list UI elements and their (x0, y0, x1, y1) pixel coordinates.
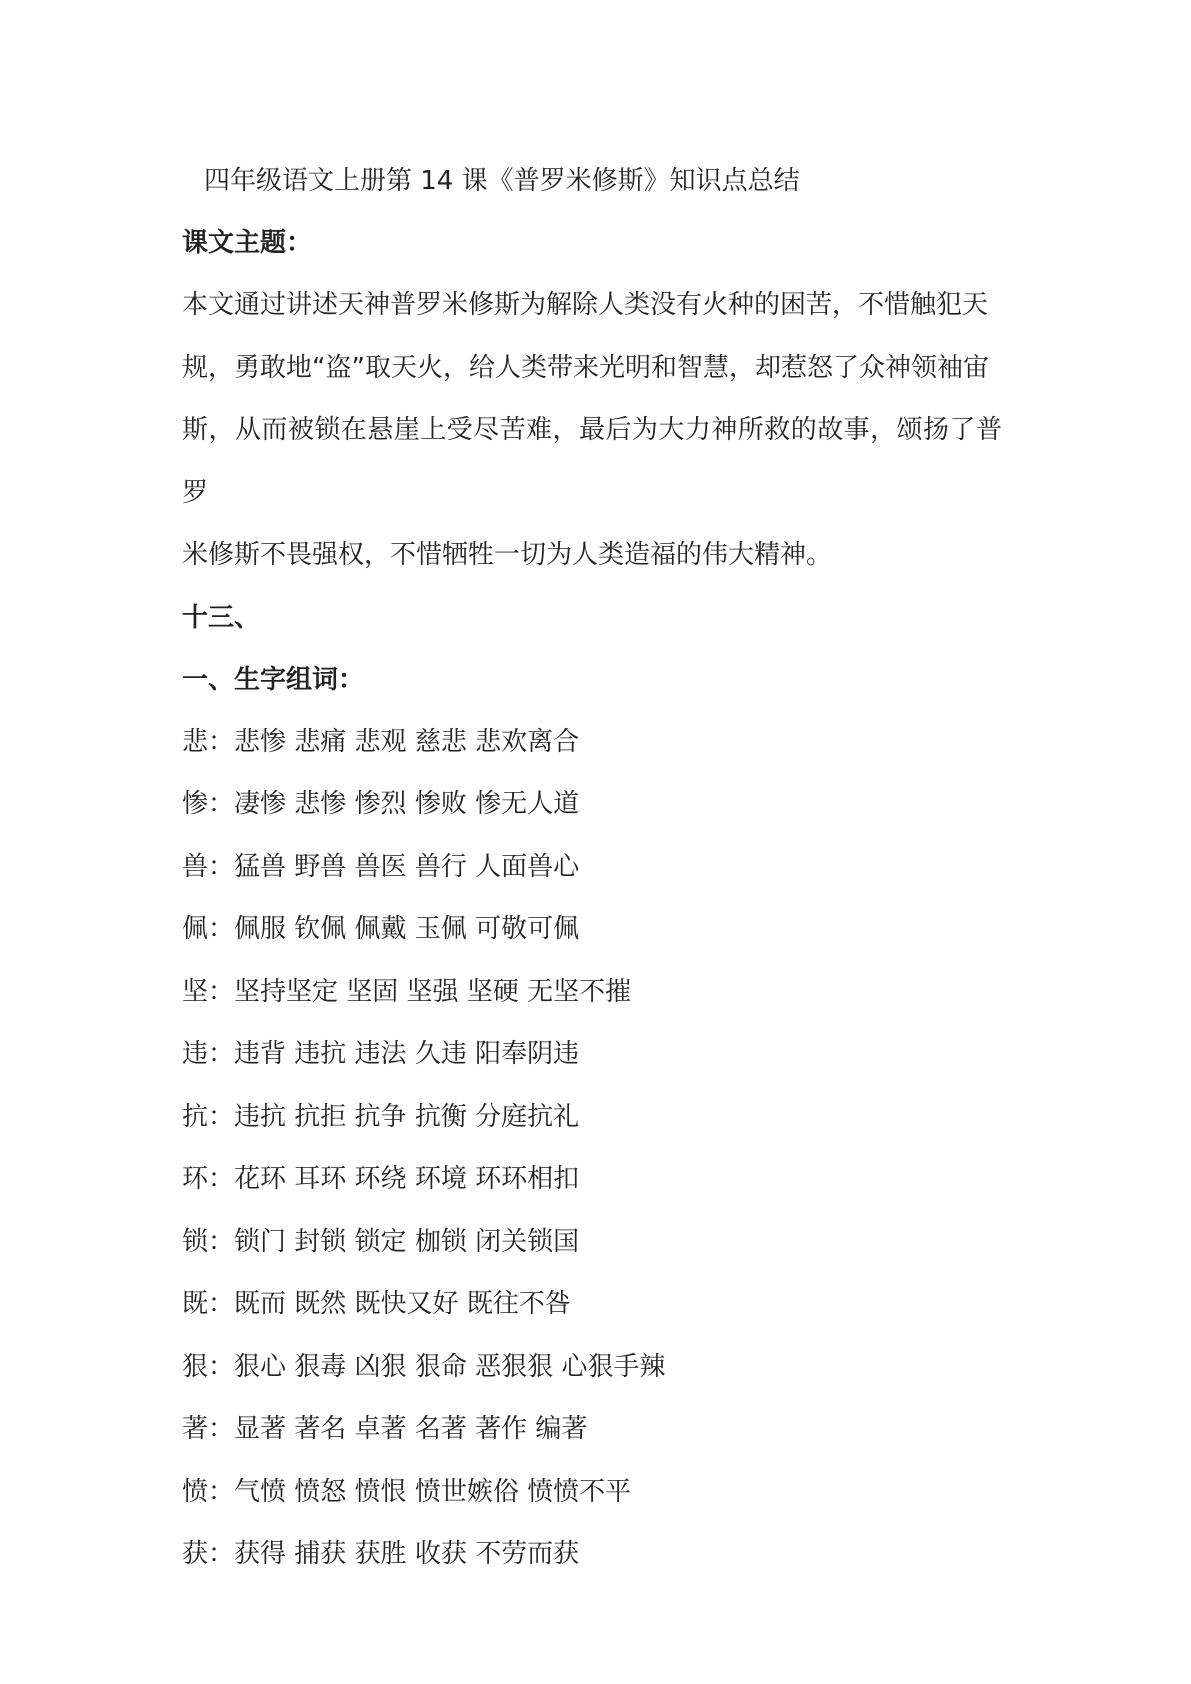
vocab-colon: ： (208, 1101, 235, 1132)
theme-heading: 课文主题： (182, 228, 313, 258)
vocab-character: 获 (182, 1539, 209, 1569)
vocab-words: 既而 既然 既快又好 既往不咎 (234, 1289, 571, 1319)
vocab-row (182, 711, 1002, 774)
vocab-colon: ： (208, 726, 235, 757)
vocab-row (182, 773, 1002, 836)
theme-line: 斯，从而被锁在悬崖上受尽苦难，最后为大力神所救的故事，颂扬了普罗 (182, 415, 1002, 508)
vocab-heading: 一、生字组词： (182, 664, 365, 695)
vocab-row (182, 1523, 1002, 1586)
vocab-row (182, 1273, 1002, 1336)
vocab-words: 坚持坚定 坚固 坚强 坚硬 无坚不摧 (234, 976, 632, 1007)
vocab-character: 违 (182, 1039, 209, 1069)
vocab-character: 坚 (182, 976, 209, 1007)
vocab-colon: ： (208, 1289, 235, 1319)
document-page (182, 150, 1002, 1586)
vocab-row (182, 898, 1002, 961)
vocab-row (182, 1398, 1002, 1461)
theme-line: 米修斯不畏强权，不惜牺牲一切为人类造福的伟大精神。 (182, 540, 833, 570)
theme-line: 规，勇敢地“盗”取天火，给人类带来光明和智慧，却惹怒了众神领袖宙 (182, 352, 989, 383)
vocab-colon: ： (208, 1226, 235, 1257)
vocab-list (182, 711, 1002, 1586)
vocab-character: 锁 (182, 1226, 209, 1257)
vocab-words: 违抗 抗拒 抗争 抗衡 分庭抗礼 (234, 1101, 580, 1132)
vocab-character: 悲 (182, 726, 209, 757)
vocab-character: 环 (182, 1164, 209, 1194)
vocab-colon: ： (208, 914, 235, 944)
vocab-words: 显著 著名 卓著 名著 著作 编著 (234, 1414, 588, 1444)
vocab-colon: ： (208, 851, 235, 882)
vocab-colon: ： (208, 1539, 235, 1569)
vocab-colon: ： (208, 1351, 235, 1382)
vocab-row (182, 1461, 1002, 1524)
vocab-row (182, 1148, 1002, 1211)
vocab-colon: ： (208, 1164, 235, 1194)
vocab-colon: ： (208, 1039, 235, 1069)
theme-line: 本文通过讲述天神普罗米修斯为解除人类没有火种的困苦，不惜触犯天 (182, 290, 989, 320)
vocab-colon: ： (208, 1476, 235, 1507)
vocab-words: 狠心 狠毒 凶狠 狠命 恶狠狠 心狠手辣 (234, 1351, 666, 1382)
vocab-words: 凄惨 悲惨 惨烈 惨败 惨无人道 (234, 789, 580, 819)
vocab-character: 狠 (182, 1351, 209, 1382)
vocab-character: 兽 (182, 851, 209, 882)
vocab-row (182, 1023, 1002, 1086)
vocab-words: 锁门 封锁 锁定 枷锁 闭关锁国 (234, 1226, 580, 1257)
vocab-character: 著 (182, 1414, 209, 1444)
vocab-row (182, 836, 1002, 899)
vocab-words: 违背 违抗 违法 久违 阳奉阴违 (234, 1039, 580, 1069)
vocab-words: 气愤 愤怒 愤恨 愤世嫉俗 愤愤不平 (234, 1476, 632, 1507)
vocab-colon: ： (208, 976, 235, 1007)
document-title: 四年级语文上册第 14 课《普罗米修斯》知识点总结 (204, 166, 800, 196)
vocab-words: 悲惨 悲痛 悲观 慈悲 悲欢离合 (234, 726, 580, 757)
vocab-row (182, 1086, 1002, 1149)
vocab-words: 猛兽 野兽 兽医 兽行 人面兽心 (234, 851, 580, 882)
vocab-colon: ： (208, 789, 235, 819)
vocab-character: 抗 (182, 1101, 209, 1132)
theme-paragraph (182, 274, 1002, 587)
vocab-character: 惨 (182, 789, 209, 819)
vocab-character: 佩 (182, 914, 209, 944)
vocab-words: 佩服 钦佩 佩戴 玉佩 可敬可佩 (234, 914, 580, 944)
vocab-words: 获得 捕获 获胜 收获 不劳而获 (234, 1539, 580, 1569)
vocab-row (182, 961, 1002, 1024)
vocab-colon: ： (208, 1414, 235, 1444)
vocab-words: 花环 耳环 环绕 环境 环环相扣 (234, 1164, 580, 1194)
vocab-row (182, 1336, 1002, 1399)
vocab-character: 既 (182, 1289, 209, 1319)
vocab-row (182, 1211, 1002, 1274)
section-number: 十三、 (182, 602, 261, 633)
vocab-character: 愤 (182, 1476, 209, 1507)
